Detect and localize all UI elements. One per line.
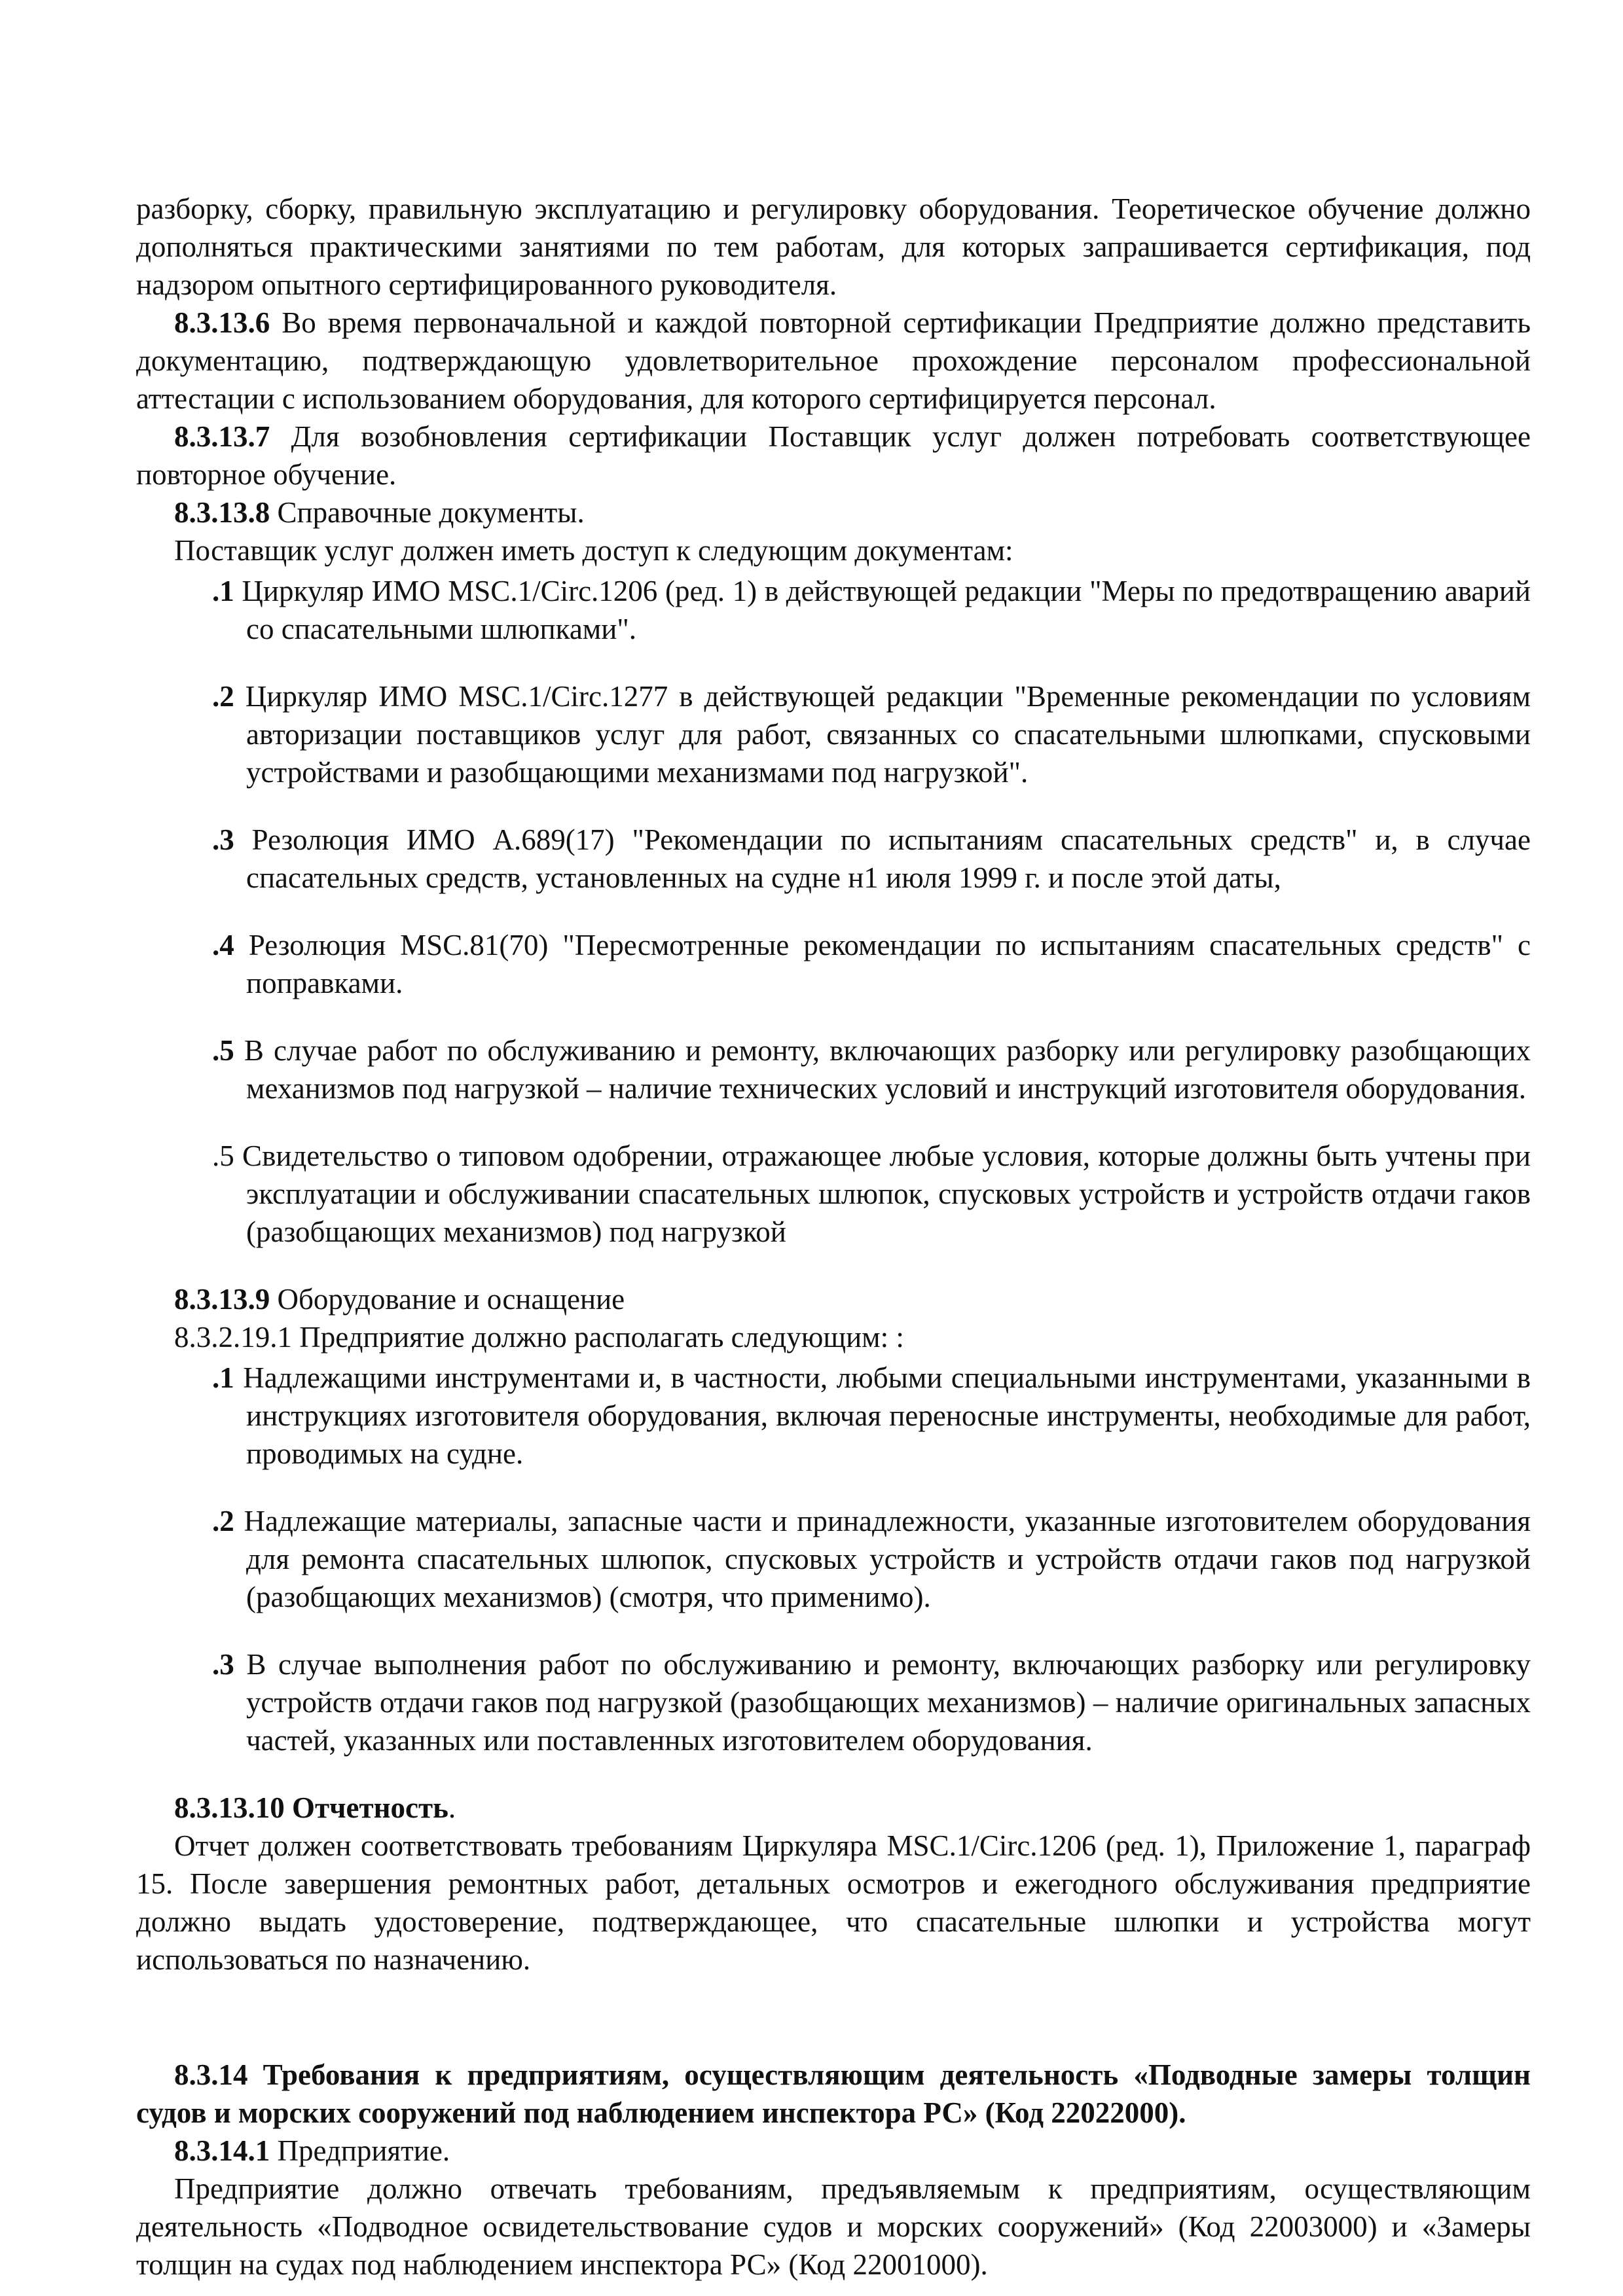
list-item-text: В случае выполнения работ по обслуживанию и ремонту, включающих разборку или регулировку устройств отдачи гаков под нагрузкой (разобщающих механизмов) – наличие оригинальных запасных частей, указанных или поставленных изготовителем оборудования. xyxy=(234,1648,1531,1757)
list-item-text: Надлежащие материалы, запасные части и принадлежности, указанные изготовителем оборудования для ремонта спасательных шлюпок, спусковых устройств и устройств отдачи гаков под нагрузкой (разобщающих механизмов) (смотря, что применимо). xyxy=(234,1505,1531,1613)
enterprise-paragraph: Предприятие должно отвечать требованиям, предъявляемым к предприятиям, осуществляющим деятельность «Подводное освидетельствование судов и морских сооружений» (Код 22003000) и «Замеры толщин на судах под наблюдением инспектора РС» (Код 22001000). xyxy=(136,2172,1531,2281)
section-number: 8.3.14.1 xyxy=(174,2134,270,2167)
list-item-text: Свидетельство о типовом одобрении, отражающее любые условия, которые должны быть учтены при эксплуатации и обслуживании спасательных шлюпок, спусковых устройств и устройств отдачи гаков (разобщающих механизмов) под нагрузкой xyxy=(234,1139,1531,1248)
section-8-3-14-heading: 8.3.14 Требования к предприятиям, осуществляющим деятельность «Подводные замеры толщин судов и морских сооружений под наблюдением инспектора РС» (Код 22022000). xyxy=(136,2058,1531,2129)
section-8-3-13-8 xyxy=(136,493,1531,531)
list-item-text: Надлежащими инструментами и, в частности, любыми специальными инструментами, указанными в инструкциях изготовителя оборудования, включая переносные инструменты, необходимые для работ, проводимых на судне. xyxy=(234,1361,1531,1470)
section-number: 8.3.13.7 xyxy=(174,420,270,453)
list-item-number: .2 xyxy=(212,1505,234,1537)
list-item xyxy=(212,1137,1531,1251)
list-item-number: .5 xyxy=(212,1034,234,1067)
list-item xyxy=(212,1359,1531,1473)
list-item-number: .4 xyxy=(212,929,234,961)
list-item-text: В случае работ по обслуживанию и ремонту, включающих разборку или регулировку разобщающих механизмов под нагрузкой – наличие технических условий и инструкций изготовителя оборудования. xyxy=(234,1034,1531,1105)
section-text: Справочные документы. xyxy=(270,496,585,529)
list-item xyxy=(212,677,1531,791)
list-item-number: .1 xyxy=(212,1361,234,1394)
section-number: 8.3.13.8 xyxy=(174,496,270,529)
list-item-text: Циркуляр ИМО MSC.1/Circ.1206 (ред. 1) в действующей редакции "Меры по предотвращению аварий со спасательными шлюпками". xyxy=(234,575,1531,645)
list-item-number: .5 xyxy=(212,1139,234,1172)
section-spacer xyxy=(136,1979,1531,2056)
list-item xyxy=(212,572,1531,648)
section-heading: 8.3.13.10 Отчетность xyxy=(174,1791,448,1824)
list-item xyxy=(212,1031,1531,1107)
section-8-3-13-6 xyxy=(136,304,1531,418)
list-item xyxy=(212,926,1531,1002)
section-number: 8.3.13.9 xyxy=(174,1283,270,1316)
section-text: Во время первоначальной и каждой повторной сертификации Предприятие должно представить документацию, подтверждающую удовлетворительное прохождение персоналом профессиональной аттестации с использованием оборудования, для которого сертифицируется персонал. xyxy=(136,306,1531,415)
list-item xyxy=(212,821,1531,897)
list-item-text: Циркуляр ИМО MSC.1/Circ.1277 в действующей редакции "Временные рекомендации по условиям авторизации поставщиков услуг для работ, связанных со спасательными шлюпками, спусковыми устройствами и разобщающими механизмами под нагрузкой". xyxy=(234,680,1531,789)
list-item-number: .2 xyxy=(212,680,234,713)
document-page xyxy=(136,190,1531,2284)
section-text: Для возобновления сертификации Поставщик услуг должен потребовать соответствующее повторное обучение. xyxy=(136,420,1531,491)
report-paragraph: Отчет должен соответствовать требованиям Циркуляра MSC.1/Circ.1206 (ред. 1), Приложение 1, параграф 15. После завершения ремонтных работ, детальных осмотров и ежегодного обслуживания предприятие должно выдать удостоверение, подтверждающее, что спасательные шлюпки и устройства могут использоваться по назначению. xyxy=(136,1829,1531,1976)
list-item xyxy=(212,1502,1531,1616)
list-item-text: Резолюция ИМО A.689(17) "Рекомендации по испытаниям спасательных средств" и, в случае спасательных средств, установленных на судне н1 июля 1999 г. и после этой даты, xyxy=(234,823,1531,894)
section-8-3-13-9 xyxy=(136,1280,1531,1318)
list-item-number: .3 xyxy=(212,823,234,856)
list-item xyxy=(212,1645,1531,1759)
section-8-3-13-7 xyxy=(136,418,1531,493)
section-8-3-13-10 xyxy=(136,1789,1531,1827)
section-number: 8.3.13.6 xyxy=(174,306,270,339)
list-item-number: .1 xyxy=(212,575,234,607)
list-item-text: Резолюция MSC.81(70) "Пересмотренные рекомендации по испытаниям спасательных средств" с поправками. xyxy=(234,929,1531,999)
section-heading-tail: . xyxy=(448,1791,456,1824)
section-text: Предприятие. xyxy=(270,2134,450,2167)
section-text: Оборудование и оснащение xyxy=(270,1283,625,1316)
equipment-lead: 8.3.2.19.1 Предприятие должно располагать следующим: : xyxy=(174,1321,904,1354)
section-8-3-14-1 xyxy=(136,2132,1531,2170)
reference-docs-lead: Поставщик услуг должен иметь доступ к следующим документам: xyxy=(174,534,1013,567)
list-item-number: .3 xyxy=(212,1648,234,1681)
intro-paragraph: разборку, сборку, правильную эксплуатацию и регулировку оборудования. Теоретическое обучение должно дополняться практическими занятиями по тем работам, для которых запрашивается сертификация, под надзором опытного сертифицированного руководителя. xyxy=(136,192,1531,301)
